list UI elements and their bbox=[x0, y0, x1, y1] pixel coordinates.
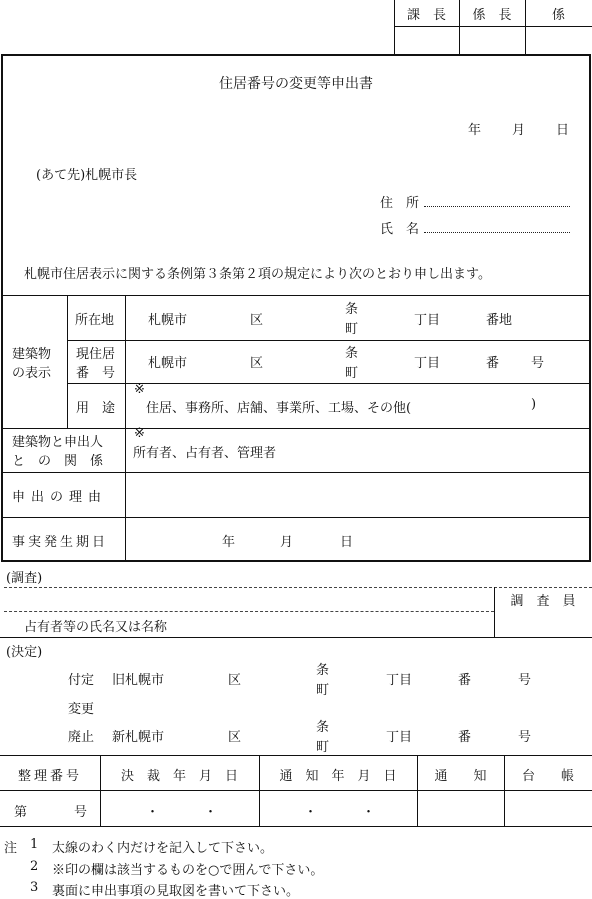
note-1-number: 1 bbox=[30, 837, 39, 852]
reason-label: 申出の理由 bbox=[12, 490, 108, 505]
statement-text: 札幌市住居表示に関する条例第３条第２項の規定により次のとおり申し出ます。 bbox=[24, 267, 491, 282]
location-label: 所在地 bbox=[75, 313, 115, 328]
date-day-label: 日 bbox=[556, 123, 570, 138]
stamp-label-kakarichou: 係 長 bbox=[472, 8, 512, 23]
form-title: 住居番号の変更等申出書 bbox=[219, 76, 373, 92]
decision-new-machi: 町 bbox=[316, 740, 330, 755]
usage-label: 用 途 bbox=[76, 401, 116, 416]
current-number-label-1: 現住居 bbox=[76, 347, 116, 362]
decision-old-jou: 条 bbox=[316, 663, 330, 678]
decision-new-jou: 条 bbox=[316, 720, 330, 735]
applicant-name-field[interactable] bbox=[424, 232, 570, 233]
building-display-label-2: の表示 bbox=[12, 366, 52, 381]
current-jou: 条 bbox=[345, 346, 359, 361]
usage-mark: ※ bbox=[134, 382, 145, 397]
relation-mark: ※ bbox=[134, 426, 145, 441]
survey-label: (調査) bbox=[6, 571, 43, 586]
approval-date-header: 決 裁 年 月 日 bbox=[120, 769, 238, 784]
location-choume: 丁目 bbox=[414, 313, 441, 328]
note-1-text: 太線のわく内だけを記入して下さい。 bbox=[52, 841, 274, 856]
decision-new-ku: 区 bbox=[228, 730, 242, 745]
building-display-label-1: 建築物 bbox=[12, 347, 52, 362]
note-3-text: 裏面に申出事項の見取図を書いて下さい。 bbox=[52, 884, 300, 899]
approval-date-dot-2: ・ bbox=[204, 805, 218, 820]
decision-old-ku: 区 bbox=[228, 673, 242, 688]
occurrence-month: 月 bbox=[280, 535, 294, 550]
stamp-label-kachou: 課 長 bbox=[406, 8, 446, 23]
notice-date-dot-2: ・ bbox=[362, 805, 376, 820]
location-city: 札幌市 bbox=[148, 313, 188, 328]
decision-new-ban: 番 bbox=[458, 730, 472, 745]
notice-header: 通 知 bbox=[434, 769, 487, 784]
decision-old-machi: 町 bbox=[316, 683, 330, 698]
current-ku: 区 bbox=[250, 356, 264, 371]
applicant-address-field[interactable] bbox=[424, 206, 570, 207]
location-ku: 区 bbox=[250, 313, 264, 328]
registry-dai: 第 bbox=[14, 805, 28, 820]
ledger-header: 台 帳 bbox=[521, 769, 574, 784]
occurrence-year: 年 bbox=[222, 535, 236, 550]
decision-abolish-label: 廃止 bbox=[68, 730, 95, 745]
relation-label-2: と の 関 係 bbox=[12, 454, 104, 469]
applicant-address-label: 住 所 bbox=[380, 196, 420, 211]
note-2-number: 2 bbox=[30, 859, 39, 874]
registry-gou: 号 bbox=[74, 805, 88, 820]
inspector-label: 調 査 員 bbox=[510, 594, 576, 609]
addressee: (あて先)札幌市長 bbox=[36, 168, 138, 183]
note-2-text: ※印の欄は該当するものを○で囲んで下さい。 bbox=[52, 863, 324, 878]
current-city: 札幌市 bbox=[148, 356, 188, 371]
decision-new-choume: 丁目 bbox=[386, 730, 413, 745]
location-machi: 町 bbox=[345, 322, 359, 337]
occurrence-date-label: 事実発生期日 bbox=[12, 535, 109, 550]
approval-date-dot-1: ・ bbox=[146, 805, 160, 820]
current-choume: 丁目 bbox=[414, 356, 441, 371]
reason-field[interactable] bbox=[126, 473, 589, 516]
occurrence-day: 日 bbox=[340, 535, 354, 550]
date-year-label: 年 bbox=[468, 123, 482, 138]
notice-date-header: 通 知 年 月 日 bbox=[279, 769, 397, 784]
usage-options[interactable]: 住居、事務所、店舗、事業所、工場、その他( bbox=[146, 401, 412, 416]
usage-close-paren: ) bbox=[531, 397, 537, 412]
location-jou: 条 bbox=[345, 302, 359, 317]
registry-number-header: 整理番号 bbox=[17, 769, 82, 784]
note-3-number: 3 bbox=[30, 880, 39, 895]
applicant-name-label: 氏 名 bbox=[380, 222, 420, 237]
decision-old-choume: 丁目 bbox=[386, 673, 413, 688]
decision-change-label: 変更 bbox=[68, 702, 95, 717]
stamp-label-kakari: 係 bbox=[551, 8, 565, 23]
decision-fix-label: 付定 bbox=[68, 673, 95, 688]
location-banchi: 番地 bbox=[486, 313, 513, 328]
decision-label: (決定) bbox=[6, 645, 43, 660]
decision-new-city: 新札幌市 bbox=[112, 730, 165, 745]
relation-options[interactable]: 所有者、占有者、管理者 bbox=[133, 446, 277, 461]
decision-old-gou: 号 bbox=[518, 673, 532, 688]
current-machi: 町 bbox=[345, 366, 359, 381]
decision-new-gou: 号 bbox=[518, 730, 532, 745]
date-month-label: 月 bbox=[512, 123, 526, 138]
current-number-label-2: 番 号 bbox=[76, 366, 116, 381]
notes-prefix: 注 bbox=[4, 841, 18, 856]
notice-date-dot-1: ・ bbox=[304, 805, 318, 820]
decision-old-ban: 番 bbox=[458, 673, 472, 688]
occupant-name-label: 占有者等の氏名又は名称 bbox=[24, 620, 168, 635]
current-gou: 号 bbox=[531, 356, 545, 371]
decision-old-city: 旧札幌市 bbox=[112, 673, 165, 688]
relation-label-1: 建築物と申出人 bbox=[12, 435, 104, 450]
current-ban: 番 bbox=[486, 356, 500, 371]
